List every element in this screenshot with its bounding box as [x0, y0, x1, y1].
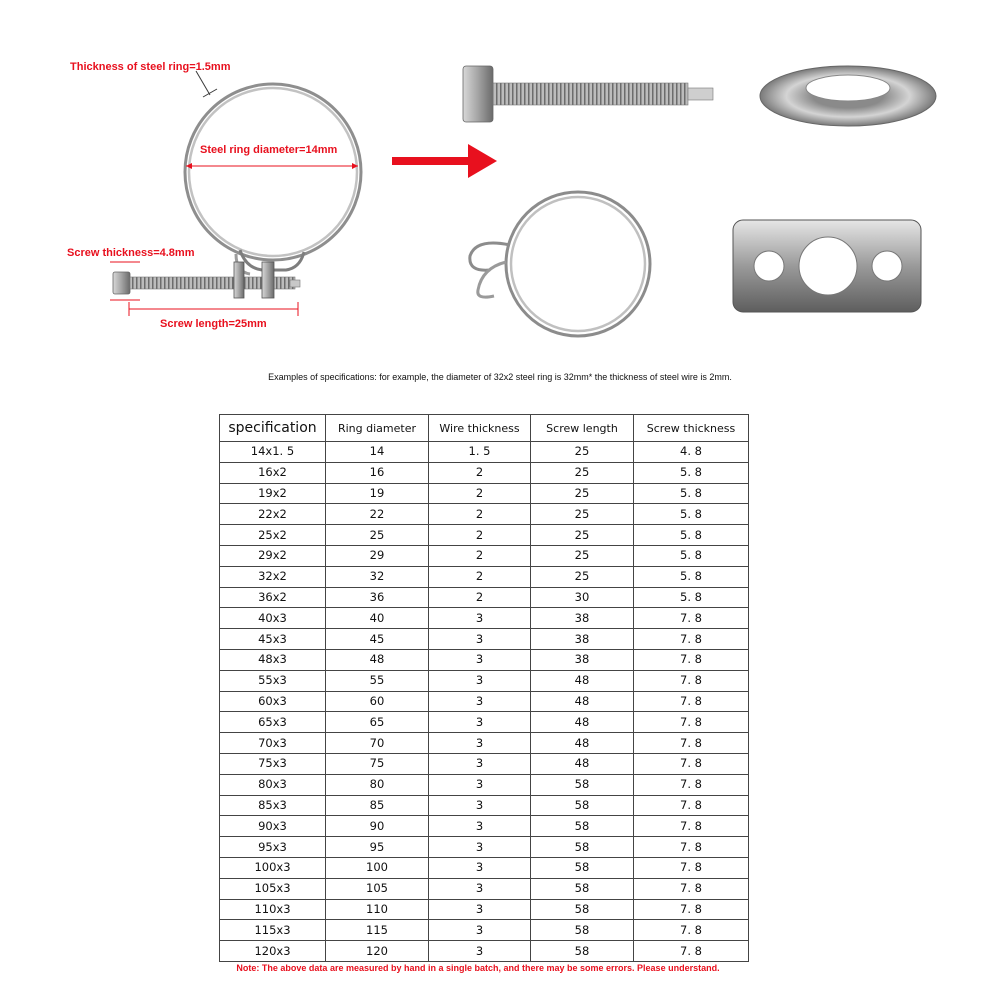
clamp-diagram — [0, 0, 1000, 360]
cell-ring-diameter: 19 — [326, 483, 429, 504]
plate-part — [733, 220, 921, 312]
cell-specification: 60x3 — [220, 691, 326, 712]
cell-screw-length: 25 — [531, 483, 634, 504]
cell-wire-thickness: 2 — [429, 483, 531, 504]
table-row — [220, 649, 749, 670]
cell-ring-diameter: 90 — [326, 816, 429, 837]
assembled-clamp — [113, 84, 361, 298]
cell-ring-diameter: 105 — [326, 878, 429, 899]
cell-ring-diameter: 60 — [326, 691, 429, 712]
cell-wire-thickness: 3 — [429, 795, 531, 816]
table-row — [220, 733, 749, 754]
cell-screw-thickness: 5. 8 — [634, 525, 749, 546]
cell-specification: 14x1. 5 — [220, 442, 326, 463]
cell-ring-diameter: 120 — [326, 941, 429, 962]
cell-wire-thickness: 3 — [429, 878, 531, 899]
cell-wire-thickness: 3 — [429, 837, 531, 858]
cell-screw-length: 58 — [531, 878, 634, 899]
cell-ring-diameter: 95 — [326, 837, 429, 858]
table-row — [220, 587, 749, 608]
cell-wire-thickness: 3 — [429, 816, 531, 837]
cell-screw-thickness: 5. 8 — [634, 483, 749, 504]
table-row — [220, 753, 749, 774]
cell-screw-length: 25 — [531, 442, 634, 463]
cell-screw-length: 58 — [531, 920, 634, 941]
table-body — [220, 442, 749, 962]
cell-specification: 80x3 — [220, 774, 326, 795]
cell-wire-thickness: 3 — [429, 691, 531, 712]
cell-screw-length: 25 — [531, 545, 634, 566]
cell-screw-thickness: 5. 8 — [634, 462, 749, 483]
cell-screw-thickness: 5. 8 — [634, 566, 749, 587]
cell-screw-thickness: 5. 8 — [634, 504, 749, 525]
cell-screw-thickness: 5. 8 — [634, 545, 749, 566]
table-row — [220, 462, 749, 483]
table-row — [220, 795, 749, 816]
cell-screw-length: 38 — [531, 629, 634, 650]
cell-ring-diameter: 45 — [326, 629, 429, 650]
cell-specification: 85x3 — [220, 795, 326, 816]
cell-screw-thickness: 7. 8 — [634, 608, 749, 629]
ring-thickness-label: Thickness of steel ring=1.5mm — [70, 61, 231, 73]
table-row — [220, 504, 749, 525]
table-row — [220, 670, 749, 691]
cell-specification: 100x3 — [220, 857, 326, 878]
table-row — [220, 774, 749, 795]
specification-table — [219, 414, 749, 962]
cell-screw-thickness: 7. 8 — [634, 941, 749, 962]
cell-wire-thickness: 3 — [429, 629, 531, 650]
cell-screw-length: 58 — [531, 941, 634, 962]
cell-wire-thickness: 2 — [429, 462, 531, 483]
cell-screw-thickness: 7. 8 — [634, 649, 749, 670]
cell-screw-thickness: 7. 8 — [634, 899, 749, 920]
cell-screw-length: 38 — [531, 649, 634, 670]
cell-ring-diameter: 115 — [326, 920, 429, 941]
cell-wire-thickness: 3 — [429, 753, 531, 774]
cell-screw-thickness: 7. 8 — [634, 878, 749, 899]
cell-ring-diameter: 100 — [326, 857, 429, 878]
bolt-part — [463, 66, 713, 122]
cell-wire-thickness: 2 — [429, 545, 531, 566]
cell-specification: 22x2 — [220, 504, 326, 525]
table-row — [220, 816, 749, 837]
cell-specification: 70x3 — [220, 733, 326, 754]
cell-screw-length: 48 — [531, 691, 634, 712]
cell-screw-thickness: 7. 8 — [634, 857, 749, 878]
cell-wire-thickness: 3 — [429, 857, 531, 878]
cell-ring-diameter: 85 — [326, 795, 429, 816]
cell-screw-length: 25 — [531, 462, 634, 483]
cell-screw-length: 48 — [531, 733, 634, 754]
cell-screw-thickness: 7. 8 — [634, 795, 749, 816]
example-note: Examples of specifications: for example, the diameter of 32x2 steel ring is 32mm* the thickness of steel wire is 2mm. — [268, 372, 732, 382]
table-row — [220, 899, 749, 920]
cell-ring-diameter: 22 — [326, 504, 429, 525]
cell-screw-length: 58 — [531, 816, 634, 837]
cell-screw-thickness: 5. 8 — [634, 587, 749, 608]
cell-specification: 25x2 — [220, 525, 326, 546]
table-header-row — [220, 415, 749, 442]
cell-ring-diameter: 75 — [326, 753, 429, 774]
cell-wire-thickness: 3 — [429, 670, 531, 691]
cell-wire-thickness: 3 — [429, 920, 531, 941]
cell-wire-thickness: 2 — [429, 566, 531, 587]
cell-specification: 40x3 — [220, 608, 326, 629]
screw-length-label: Screw length=25mm — [160, 318, 267, 330]
cell-ring-diameter: 25 — [326, 525, 429, 546]
cell-wire-thickness: 3 — [429, 712, 531, 733]
cell-ring-diameter: 29 — [326, 545, 429, 566]
cell-specification: 55x3 — [220, 670, 326, 691]
cell-screw-length: 25 — [531, 566, 634, 587]
cell-screw-length: 48 — [531, 712, 634, 733]
cell-screw-thickness: 7. 8 — [634, 920, 749, 941]
cell-specification: 105x3 — [220, 878, 326, 899]
cell-screw-length: 25 — [531, 525, 634, 546]
cell-specification: 45x3 — [220, 629, 326, 650]
cell-screw-length: 48 — [531, 670, 634, 691]
cell-specification: 36x2 — [220, 587, 326, 608]
cell-screw-length: 58 — [531, 899, 634, 920]
table-row — [220, 691, 749, 712]
footer-note: Note: The above data are measured by hand in a single batch, and there may be some errors. Please understand. — [236, 963, 720, 973]
header-specification: specification — [220, 415, 326, 442]
table-row — [220, 608, 749, 629]
cell-specification: 110x3 — [220, 899, 326, 920]
table-row — [220, 566, 749, 587]
header-screw-thickness: Screw thickness — [634, 415, 749, 442]
cell-specification: 95x3 — [220, 837, 326, 858]
wire-ring-part — [470, 192, 650, 336]
cell-specification: 16x2 — [220, 462, 326, 483]
cell-specification: 90x3 — [220, 816, 326, 837]
washer-part — [760, 66, 936, 126]
cell-wire-thickness: 3 — [429, 608, 531, 629]
cell-specification: 120x3 — [220, 941, 326, 962]
cell-screw-length: 30 — [531, 587, 634, 608]
cell-wire-thickness: 2 — [429, 504, 531, 525]
cell-ring-diameter: 55 — [326, 670, 429, 691]
cell-screw-length: 25 — [531, 504, 634, 525]
cell-specification: 75x3 — [220, 753, 326, 774]
table-row — [220, 545, 749, 566]
red-arrow-icon — [392, 144, 497, 178]
cell-ring-diameter: 48 — [326, 649, 429, 670]
cell-wire-thickness: 1. 5 — [429, 442, 531, 463]
cell-screw-thickness: 7. 8 — [634, 712, 749, 733]
table-row — [220, 857, 749, 878]
cell-screw-thickness: 7. 8 — [634, 629, 749, 650]
cell-specification: 19x2 — [220, 483, 326, 504]
table-row — [220, 525, 749, 546]
cell-screw-thickness: 7. 8 — [634, 816, 749, 837]
cell-ring-diameter: 70 — [326, 733, 429, 754]
screw-thickness-label: Screw thickness=4.8mm — [67, 247, 195, 259]
cell-specification: 29x2 — [220, 545, 326, 566]
cell-specification: 48x3 — [220, 649, 326, 670]
table-row — [220, 629, 749, 650]
cell-ring-diameter: 110 — [326, 899, 429, 920]
cell-ring-diameter: 80 — [326, 774, 429, 795]
cell-specification: 32x2 — [220, 566, 326, 587]
cell-wire-thickness: 3 — [429, 941, 531, 962]
cell-screw-length: 58 — [531, 795, 634, 816]
cell-specification: 115x3 — [220, 920, 326, 941]
cell-screw-thickness: 7. 8 — [634, 837, 749, 858]
cell-wire-thickness: 2 — [429, 587, 531, 608]
cell-ring-diameter: 36 — [326, 587, 429, 608]
cell-screw-length: 38 — [531, 608, 634, 629]
header-wire-thickness: Wire thickness — [429, 415, 531, 442]
cell-ring-diameter: 32 — [326, 566, 429, 587]
cell-wire-thickness: 3 — [429, 649, 531, 670]
header-screw-length: Screw length — [531, 415, 634, 442]
cell-screw-thickness: 7. 8 — [634, 733, 749, 754]
cell-ring-diameter: 40 — [326, 608, 429, 629]
cell-ring-diameter: 65 — [326, 712, 429, 733]
table-row — [220, 920, 749, 941]
table-row — [220, 712, 749, 733]
cell-screw-thickness: 4. 8 — [634, 442, 749, 463]
cell-ring-diameter: 14 — [326, 442, 429, 463]
cell-wire-thickness: 3 — [429, 899, 531, 920]
cell-screw-length: 58 — [531, 774, 634, 795]
table-row — [220, 837, 749, 858]
cell-screw-length: 48 — [531, 753, 634, 774]
cell-screw-length: 58 — [531, 837, 634, 858]
table-row — [220, 878, 749, 899]
cell-screw-thickness: 7. 8 — [634, 753, 749, 774]
cell-specification: 65x3 — [220, 712, 326, 733]
table-row — [220, 442, 749, 463]
cell-wire-thickness: 2 — [429, 525, 531, 546]
cell-screw-length: 58 — [531, 857, 634, 878]
table-row — [220, 941, 749, 962]
cell-ring-diameter: 16 — [326, 462, 429, 483]
cell-screw-thickness: 7. 8 — [634, 691, 749, 712]
cell-wire-thickness: 3 — [429, 733, 531, 754]
ring-diameter-label: Steel ring diameter=14mm — [200, 144, 338, 156]
header-ring-diameter: Ring diameter — [326, 415, 429, 442]
cell-screw-thickness: 7. 8 — [634, 774, 749, 795]
cell-wire-thickness: 3 — [429, 774, 531, 795]
table-row — [220, 483, 749, 504]
cell-screw-thickness: 7. 8 — [634, 670, 749, 691]
product-illustration — [0, 0, 1000, 360]
